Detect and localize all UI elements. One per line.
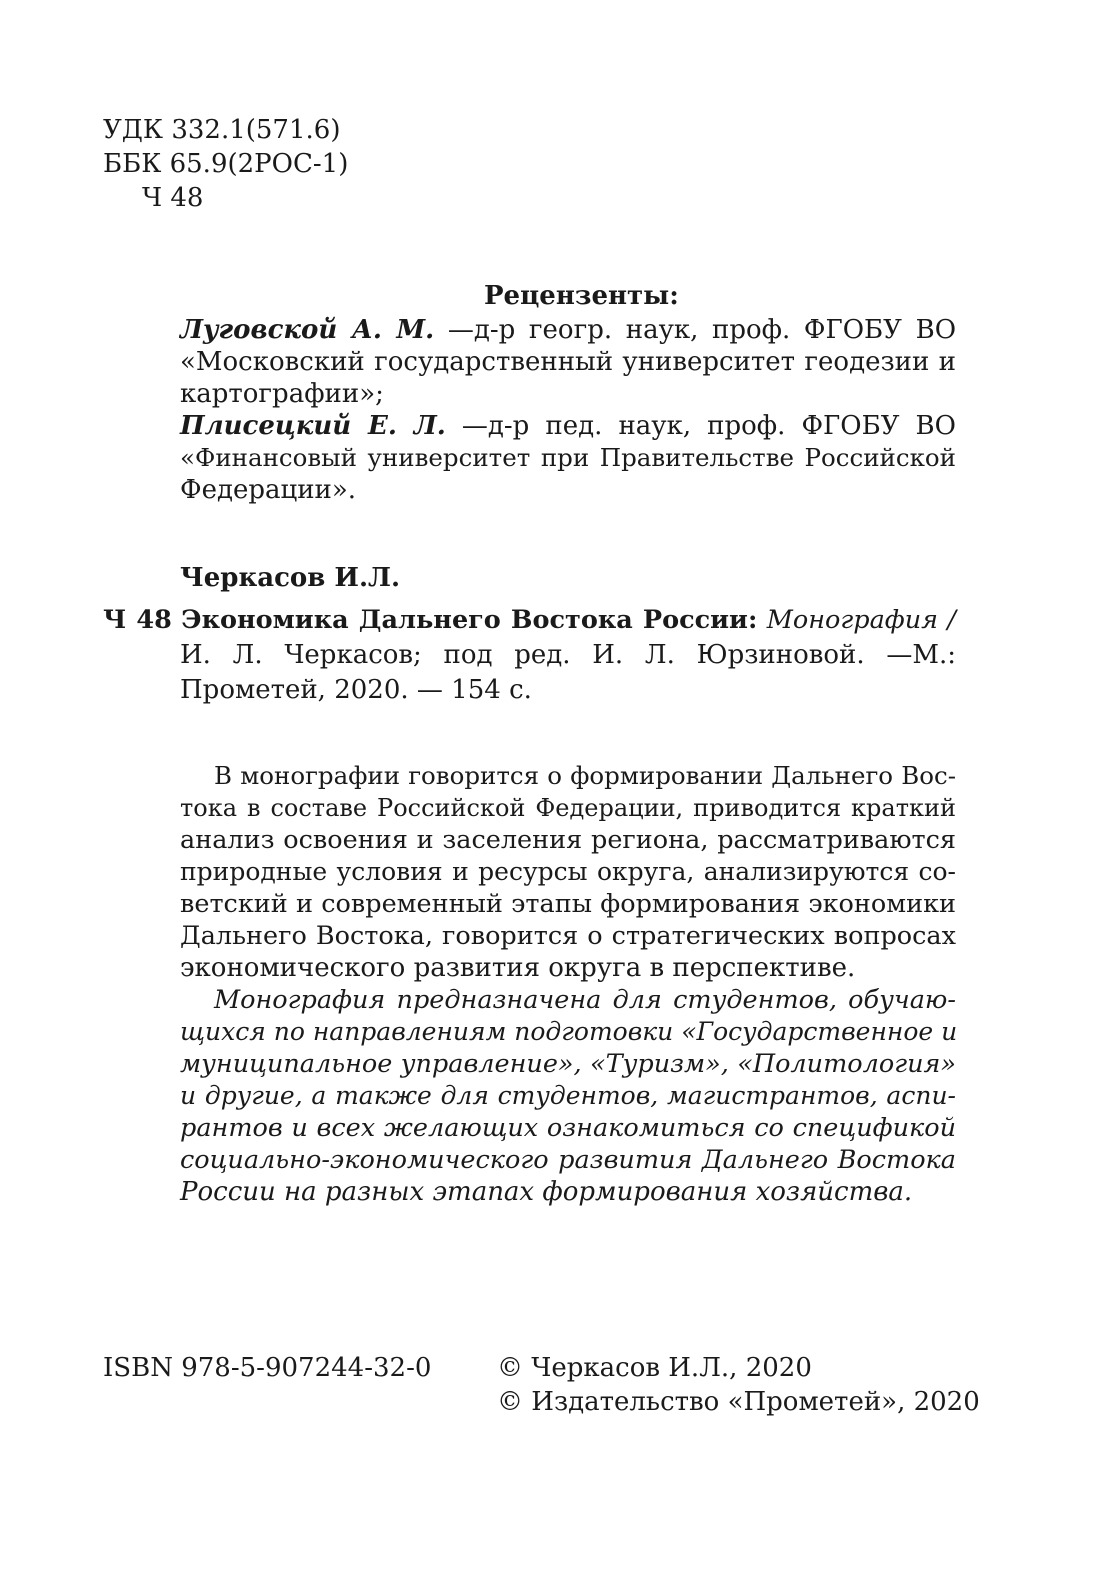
abstract-p2-line: и другие, а также для студентов, магистрантов, аспи- [180,1081,956,1110]
reviewer-1-line-2: «Московский государственный университет геодезии и [180,347,956,377]
bib-line-3: Прометей, 2020. — 154 с. [180,675,532,705]
abstract-p2-line: щихся по направлениям подготовки «Государственное и [180,1017,958,1046]
abstract-p1-line: экономического развития округа в перспективе. [180,953,856,983]
isbn: ISBN 978-5-907244-32-0 [103,1353,432,1383]
copyright-author: © Черкасов И.Л., 2020 [497,1353,812,1383]
bib-title: Экономика Дальнего Востока России: [181,605,758,635]
abstract-p1-line: анализ освоения и заселения региона, рассматриваются [180,825,956,855]
reviewer-1-name: Луговской А. М. [180,315,435,345]
abstract-p1-line: природные условия и ресурсы округа, анализируются со- [180,857,956,886]
abstract-p1-line: В монографии говорится о формировании Дальнего Вос- [214,761,956,790]
reviewers-heading: Рецензенты: [484,281,679,311]
bib-type: Монография / [766,605,957,635]
reviewer-2-line-2: «Финансовый университет при Правительстве Российской [180,443,956,472]
reviewer-2-degree: —д-р пед. наук, проф. ФГОБУ ВО [461,411,956,441]
abstract-p2-line: муниципальное управление», «Туризм», «Политология» [180,1049,956,1079]
bib-line-2: И. Л. Черкасов; под ред. И. Л. Юрзиновой. —М.: [180,640,956,670]
bib-title-line [103,604,956,636]
abstract-p1-line: Дальнего Востока, говорится о стратегических вопросах [180,921,956,951]
udk-code: УДК 332.1(571.6) [103,115,341,145]
bbk-code: ББК 65.9(2РОС-1) [103,149,349,179]
author-mark: Ч 48 [142,183,204,213]
abstract-p2-line: России на разных этапах формирования хозяйства. [180,1177,913,1207]
copyright-publisher: © Издательство «Прометей», 2020 [497,1387,980,1417]
reviewer-2-line-3: Федерации». [180,475,357,505]
reviewer-1-degree: —д-р геогр. наук, проф. ФГОБУ ВО [447,315,957,345]
reviewer-1-line-3: картографии»; [180,379,384,409]
bib-mark: Ч 48 [103,605,172,635]
reviewer-2-name: Плисецкий Е. Л. [180,411,446,441]
abstract-p1-line: тока в составе Российской Федерации, приводится краткий [180,794,956,822]
abstract-p2-line: рантов и всех желающих ознакомиться со спецификой [180,1113,956,1143]
bib-author: Черкасов И.Л. [180,563,401,593]
abstract-p1-line: ветский и современный этапы формирования экономики [180,889,956,919]
reviewer-2-line-1 [180,410,956,442]
abstract-p2-line: Монография предназначена для студентов, обучаю- [214,985,956,1015]
abstract-p2-line: социально-экономического развития Дальнего Востока [180,1145,956,1175]
reviewer-1-line-1 [180,314,956,346]
